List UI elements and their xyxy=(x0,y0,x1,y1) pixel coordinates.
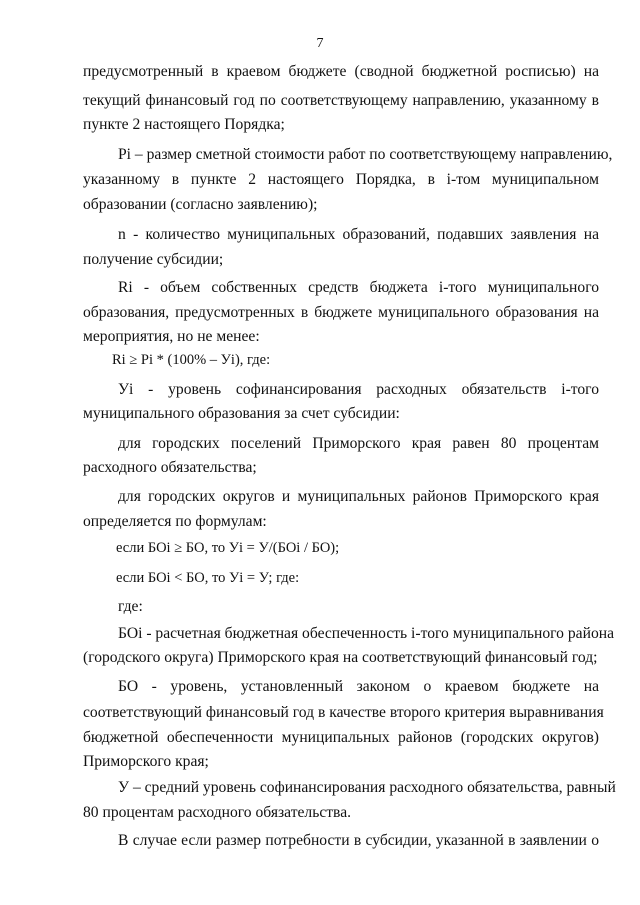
text-line: Уi - уровень софинансирования расходных обязательств i-того xyxy=(118,381,599,398)
text-line: (городского округа) Приморского края на соответствующий финансовый год; xyxy=(83,649,598,666)
text-line: текущий финансовый год по соответствующему направлению, указанному в xyxy=(83,92,599,109)
text-line: для городских округов и муниципальных районов Приморского края xyxy=(118,488,599,505)
text-line: Pi – размер сметной стоимости работ по соответствующему направлению, xyxy=(118,146,613,163)
text-line: БО - уровень, установленный законом о краевом бюджете на xyxy=(118,678,599,695)
text-line: n - количество муниципальных образований, подавших заявления на xyxy=(118,226,599,243)
text-line: указанному в пункте 2 настоящего Порядка, в i-том муниципальном xyxy=(83,171,599,188)
text-line: соответствующий финансовый год в качестве второго критерия выравнивания xyxy=(83,704,604,721)
text-line: бюджетной обеспеченности муниципальных районов (городских округов) xyxy=(83,729,599,746)
text-line: предусмотренный в краевом бюджете (сводной бюджетной росписью) на xyxy=(83,63,599,80)
text-line: где: xyxy=(118,598,143,615)
text-line: образовании (согласно заявлению); xyxy=(83,196,318,213)
text-line: получение субсидии; xyxy=(83,251,224,268)
text-line: расходного обязательства; xyxy=(83,459,257,476)
text-line: образования, предусмотренных в бюджете муниципального образования на xyxy=(83,304,599,321)
text-line: определяется по формулам: xyxy=(83,513,267,530)
text-line: 80 процентам расходного обязательства. xyxy=(83,804,352,821)
formula-condition-2: если БОi < БО, то Уi = У; где: xyxy=(116,570,300,586)
text-line: Ri - объем собственных средств бюджета i-того муниципального xyxy=(118,279,599,296)
text-line: У – средний уровень софинансирования расходного обязательства, равный xyxy=(118,779,616,796)
formula-condition-1: если БОi ≥ БО, то Уi = У/(БОi / БО); xyxy=(116,540,340,556)
page-number: 7 xyxy=(316,36,324,51)
text-line: пункте 2 настоящего Порядка; xyxy=(83,116,285,133)
text-line: для городских поселений Приморского края равен 80 процентам xyxy=(118,435,599,452)
formula-ri: Ri ≥ Pi * (100% – Уi), где: xyxy=(112,352,271,368)
text-line: В случае если размер потребности в субсидии, указанной в заявлении о xyxy=(118,832,599,849)
text-line: БОi - расчетная бюджетная обеспеченность i-того муниципального района xyxy=(118,625,615,642)
text-line: муниципального образования за счет субсидии: xyxy=(83,405,400,422)
text-line: Приморского края; xyxy=(83,753,209,770)
text-line: мероприятия, но не менее: xyxy=(83,328,260,345)
